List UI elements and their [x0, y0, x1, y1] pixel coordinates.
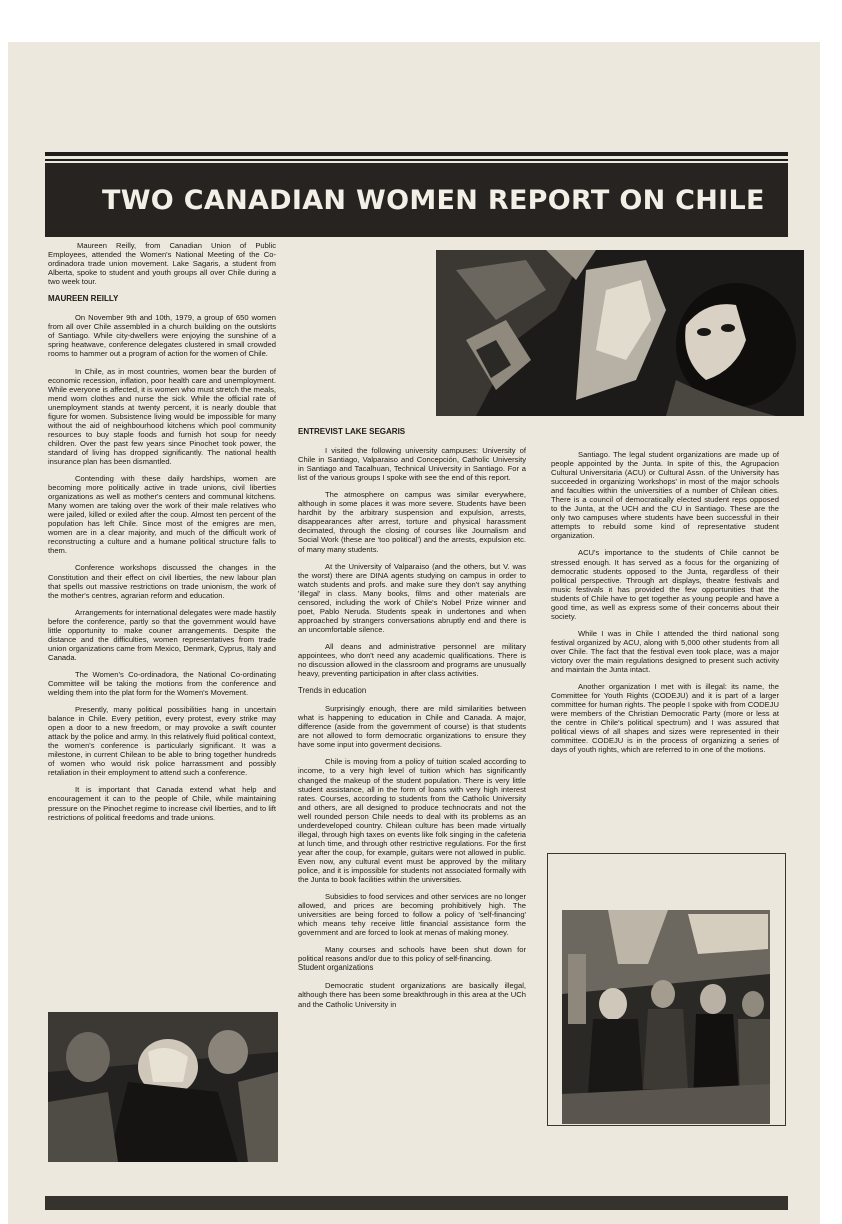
- paragraph: The atmosphere on campus was similar everywhere, although in some places it was more severe. Students have been hardhit by the arbitrary suspension and expulsion, arrests, disappearances after arrest, torture and physical harassment decimated, through the closing of courses like Journalism and Social Work (these are 'too political') and the arrests, expulsion etc. of many many students.: [298, 490, 526, 554]
- paragraph: It is important that Canada extend what help and encouragement it can to the people of Chile, while maintaining pressure on the Pinochet regime to increase civil liberties, and to lift restrictions of political freedoms and trade unions.: [48, 785, 276, 822]
- paragraph: Many courses and schools have been shut down for political reasons and/or due to this policy of self-financing.: [298, 945, 526, 964]
- byline: MAUREEN REILLY: [48, 294, 119, 304]
- photo-crowd: [48, 1012, 278, 1162]
- paragraph: Conference workshops discussed the changes in the Constitution and their effect on civil liberties, the new labour plan that spells out massive restrictions on trade unionism, the work of the mother's centres, agrarian reform and education.: [48, 563, 276, 600]
- paragraph: Democratic student organizations are basically illegal, although there has been some breakthrough in this area at the UCh and the Catholic University in: [298, 981, 526, 1009]
- photo-woman-portrait: [436, 250, 804, 416]
- subheading-student-organizations: Student organizations: [298, 963, 374, 973]
- intro-paragraph: Maureen Reilly, from Canadian Union of Public Employees, attended the Women's National Meeting of the Co-ordinadora trade union movement. Lake Sagaris, a student from Alberta, spoke to student and youth groups all over Chile during a two week tour.: [48, 241, 276, 287]
- interview-heading: ENTREVIST LAKE SEGARIS: [298, 427, 406, 436]
- paragraph: In Chile, as in most countries, women bear the burden of economic recession, inflation, poor health care and unemployment. While everyone is affected, it is women who must stretch the meals, mend worn clothes and nurse the sick. While the official rate of unemployment stands at twenty percent, it is nearly double that figure for women. Subsistence living would be impossible for many without the aid of neighbourhood kitchens which pool community resources to buy staple foods and furnish hot soup for needy children. Over the past few years since Pinochet took power, the standard of living has dropped significantly. The national health insurance plan has been dismantled.: [48, 366, 276, 466]
- paragraph: Arrangements for international delegates were made hastily before the conference, partly so that the government would have little opportunity to make couner arrangements. Despite the distance and the difficulties, women representatives from trade union organizations came from Mexico, Denmark, Cyprus, Italy and Canada.: [48, 607, 276, 662]
- top-rule-thin: [45, 159, 788, 161]
- top-rule: [45, 152, 788, 156]
- bottom-rule: [45, 1196, 788, 1210]
- paragraph: Santiago. The legal student organizations are made up of people appointed by the Junta. In spite of this, the Agrupacion Cultural Universitaria (ACU) or Cultural Assn. of the University has succeeded in organizing 'workshops' in most of the major schools and faculties within the universities of a number of Chilean cities. There is a council of democratically elected student reps opposed to the Junta, at the UCH and the CU in Santiago. These are the only two campuses where students have been successful in their attempts to rebuild some kind of representative student organization.: [551, 450, 779, 541]
- column-lake-segaris: [298, 427, 526, 1017]
- paragraph: All deans and administrative personnel are military appointees, who don't need any academic qualifications. There is no discussion allowed in the classroom and programs are unusually heavy, preventing participation in after class activities.: [298, 641, 526, 679]
- subheading-trends: Trends in education: [298, 686, 367, 696]
- headline-banner: [45, 163, 788, 237]
- headline: TWO CANADIAN WOMEN REPORT ON CHILE: [102, 184, 765, 216]
- paragraph: Presently, many political possibilities hang in uncertain balance in Chile. Every petition, every protest, every strike may open a door to a new freedom, or may provoke a swift counter attack by the police and army. In this relatively fluid political context, the women's conference is particularly significant. It was a milestone, in current Chilean to be able to bring together hundreds of women who would risk police harrassment and possibly retaliation in their employment to attend such a conference.: [48, 705, 276, 778]
- paragraph: While I was in Chile I attended the third national song festival organized by ACU, along with 5,000 other students from all over Chile. The fact that the festival even took place, was a major victory over the main regulations designed to present such activity and maintain the Junta intact.: [551, 628, 779, 675]
- paragraph: I visited the following university campuses: University of Chile in Santiago, Valparaiso and Concepción, Catholic University in Santiago and Tacalhuan, Technical University in Santiago. For a list of the various groups I spoke with see the end of this report.: [298, 446, 526, 483]
- paragraph: At the University of Valparaiso (and the others, but V. was the worst) there are DINA agents studying on campus in order to watch students and profs. and make sure they don't say anything 'illegal' in class. Many books, films and other materials are censored, including the work of Chile's Nobel Prize winner and poet, Pablo Neruda. Students speak in undertones and when approached by strangers conversations abruptly end and there is an uncomfortable silence.: [298, 561, 526, 634]
- column-continued: [551, 450, 779, 762]
- paragraph: The Women's Co-ordinadora, the National Co-ordinating Committee will be taking the motions from the conference and welding them into the plat form for the Women's Movement.: [48, 669, 276, 698]
- paragraph: Surprisingly enough, there are mild similarities between what is happening to education in Chile and Canada. A major, difference (aside from the government of course) is that students are not allowed to form democratic organizations to ensure they have some input into goverment decisions.: [298, 704, 526, 750]
- column-maureen-reilly: [48, 241, 276, 830]
- paragraph: Contending with these daily hardships, women are becoming more politically active in trade unions, civil liberties organizations as well as mother's centers and communal kitchens. Many women are taking over the work of their male relatives who were jailed, killed or exiled after the coup. Almost ten percent of the population has left Chile. Since most of the emigres are men, women are in a clear majority, and much of the difficult work of reconstructing a culture and a humane political structure falls to them.: [48, 474, 276, 556]
- paragraph: Subsidies to food services and other services are no longer allowed, and prices are becoming prohibitively high. The universities are being forced to follow a policy of 'self-financing' which means tehy receive little financial assistance form the government and are forced to look at menas of making money.: [298, 892, 526, 938]
- paragraph: Chile is moving from a policy of tuition scaled according to income, to a very high level of tuition which has significantly changed the makeup of the student population. There is very little student assistance, all in the form of loans with very high interest rates. Courses, according to students from the Catholic University and others, are all designed to produce technocrats and not the well rounded person Chile needs to deal with its problems as an underdeveloped country. Chilean culture has been made virtually illegal, through high taxes on events like folk singing in the cafeteria at lunch time, and through other restrictive regulations. For the first year after the coup, for example, guitars were not allowed in public. Even now, any cultural event must be approved by the military police, and it is impossible for students not associated formally with the Junta to book facilities within the universities.: [298, 757, 526, 885]
- photo-festival-marchers: [547, 853, 786, 1126]
- paragraph: Another organization I met with is illegal: its name, the Committee for Youth Rights (CODEJU) and it is part of a larger committee for human rights. The people I spoke with from CODEJU were members of the Christian Democratic Party (more or less at the centre in Chile's political spectrum) and I was assured that political views of all shapes and sizes were represented in their committee. CODEJU is in the process of organizing a series of days of youth rights, which are referred to in one of the motions.: [551, 682, 779, 755]
- paragraph: On November 9th and 10th, 1979, a group of 650 women from all over Chile assembled in a church building on the outskirts of Santiago. While city-dwellers were enjoying the sunshine of a spring heatwave, conference delegates clustered in small crowded rooms to hammer out a program of action for the women of Chile.: [48, 313, 276, 359]
- paragraph: ACU's importance to the students of Chile cannot be stressed enough. It has served as a focus for the organizing of democratic students opposed to the Junta, regardless of their political perspective. Through art displays, theatre festivals and music festivals it has provided the few opportunities that the students of Chile have to get together as young people and have a good time, as well as express some of their concerns about their society.: [551, 548, 779, 621]
